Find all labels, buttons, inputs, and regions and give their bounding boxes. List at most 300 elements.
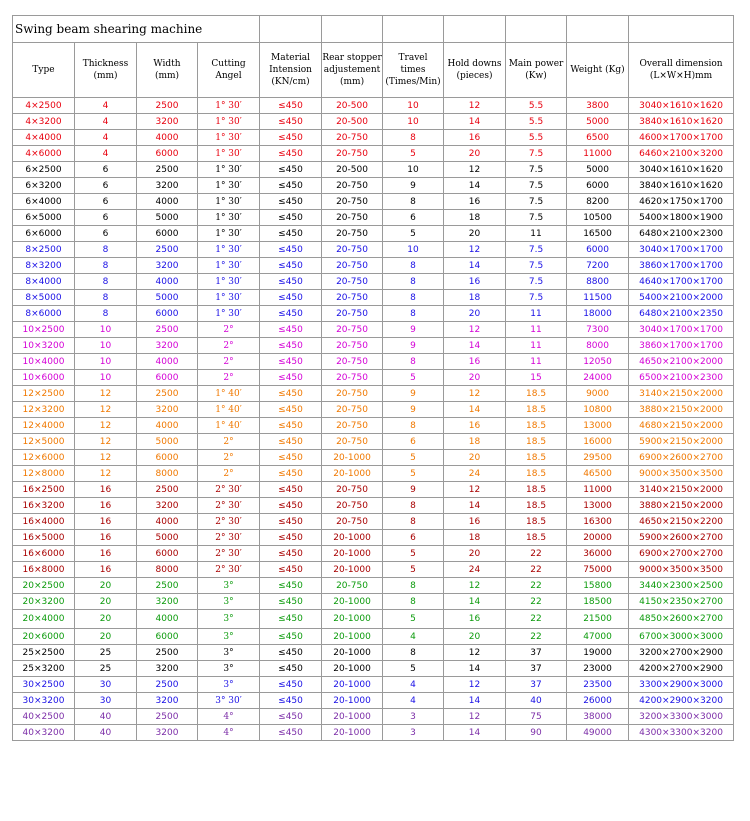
table-cell: 9: [383, 482, 444, 498]
table-cell: 3°: [198, 661, 260, 677]
table-cell: 3860×1700×1700: [629, 338, 734, 354]
table-cell: 3°: [198, 677, 260, 693]
table-cell: 8: [75, 242, 137, 258]
table-cell: 3°: [198, 610, 260, 629]
table-cell: 12: [75, 418, 137, 434]
table-cell: 7.5: [506, 210, 567, 226]
table-cell: 37: [506, 645, 567, 661]
table-cell: 1° 30′: [198, 306, 260, 322]
table-cell: 8: [383, 274, 444, 290]
table-cell: 5000: [567, 162, 629, 178]
table-cell: 10: [383, 162, 444, 178]
column-header-line: (L×W×H)mm: [649, 71, 713, 81]
table-row: [13, 661, 734, 677]
table-cell: 2° 30′: [198, 482, 260, 498]
table-cell: 3040×1610×1620: [629, 98, 734, 114]
table-cell: 4000: [137, 130, 198, 146]
table-row: [13, 530, 734, 546]
table-cell: 18.5: [506, 514, 567, 530]
table-cell: 6: [75, 194, 137, 210]
title-row: [13, 16, 734, 43]
column-header: [75, 43, 137, 98]
table-cell: 1° 30′: [198, 226, 260, 242]
table-cell: 3: [383, 725, 444, 741]
table-cell: 6000: [567, 178, 629, 194]
table-cell: 16500: [567, 226, 629, 242]
column-header: [506, 43, 567, 98]
table-cell: 20-1000: [322, 546, 383, 562]
table-cell: 20-750: [322, 290, 383, 306]
table-cell: 9: [383, 178, 444, 194]
table-cell: 3880×2150×2000: [629, 402, 734, 418]
table-row: [13, 709, 734, 725]
table-row: [13, 290, 734, 306]
table-cell: 20: [444, 226, 506, 242]
table-cell: 20-1000: [322, 645, 383, 661]
table-cell: 12: [75, 466, 137, 482]
table-cell: 12×3200: [13, 402, 75, 418]
table-cell: 20: [444, 306, 506, 322]
blank-cell: [383, 16, 444, 43]
table-row: [13, 498, 734, 514]
table-row: [13, 354, 734, 370]
table-cell: ≤450: [260, 338, 322, 354]
table-cell: 1° 30′: [198, 114, 260, 130]
table-cell: 16000: [567, 434, 629, 450]
table-cell: 10: [383, 98, 444, 114]
table-cell: 46500: [567, 466, 629, 482]
table-cell: ≤450: [260, 709, 322, 725]
table-cell: 5000: [567, 114, 629, 130]
table-cell: 16×4000: [13, 514, 75, 530]
table-row: [13, 98, 734, 114]
table-cell: 6900×2700×2700: [629, 546, 734, 562]
table-cell: 5: [383, 562, 444, 578]
table-cell: 3040×1700×1700: [629, 242, 734, 258]
table-cell: 3200: [137, 725, 198, 741]
table-cell: 4200×2900×3200: [629, 693, 734, 709]
table-cell: 2500: [137, 482, 198, 498]
table-cell: 6000: [137, 629, 198, 645]
table-cell: 4: [75, 146, 137, 162]
table-cell: 10: [75, 370, 137, 386]
table-cell: 4300×3300×3200: [629, 725, 734, 741]
table-cell: 12: [444, 645, 506, 661]
table-cell: ≤450: [260, 450, 322, 466]
table-cell: 2°: [198, 434, 260, 450]
column-header-line: Angel: [215, 71, 242, 81]
table-cell: 3200: [137, 693, 198, 709]
table-cell: 10×6000: [13, 370, 75, 386]
table-cell: 9000×3500×3500: [629, 562, 734, 578]
table-cell: 25×3200: [13, 661, 75, 677]
table-cell: 3200: [137, 402, 198, 418]
table-cell: 8: [383, 578, 444, 594]
table-cell: 3200×2700×2900: [629, 645, 734, 661]
table-cell: 3140×2150×2000: [629, 482, 734, 498]
table-cell: 6460×2100×3200: [629, 146, 734, 162]
table-cell: 3300×2900×3000: [629, 677, 734, 693]
column-header: [383, 43, 444, 98]
table-cell: 18.5: [506, 530, 567, 546]
table-cell: 16: [444, 514, 506, 530]
table-cell: 20: [444, 370, 506, 386]
table-cell: ≤450: [260, 210, 322, 226]
table-cell: 1° 40′: [198, 402, 260, 418]
column-header-line: Intension: [269, 65, 312, 75]
table-cell: 9: [383, 386, 444, 402]
table-cell: 2° 30′: [198, 530, 260, 546]
table-cell: ≤450: [260, 114, 322, 130]
table-cell: 13000: [567, 498, 629, 514]
column-header-line: Thickness: [82, 59, 129, 69]
table-cell: 4000: [137, 514, 198, 530]
table-cell: 12: [75, 450, 137, 466]
table-cell: 16: [444, 610, 506, 629]
table-cell: 6000: [137, 546, 198, 562]
table-cell: 8: [383, 645, 444, 661]
table-cell: 8: [383, 594, 444, 610]
column-header-line: Type: [32, 65, 55, 75]
table-cell: 75000: [567, 562, 629, 578]
table-cell: 4°: [198, 725, 260, 741]
table-cell: 2°: [198, 450, 260, 466]
table-cell: 11000: [567, 482, 629, 498]
table-cell: 3200: [137, 498, 198, 514]
table-cell: 21500: [567, 610, 629, 629]
table-cell: 4×6000: [13, 146, 75, 162]
table-cell: 20-1000: [322, 677, 383, 693]
table-cell: 20-1000: [322, 610, 383, 629]
table-row: [13, 562, 734, 578]
table-cell: 2500: [137, 386, 198, 402]
table-cell: 30×2500: [13, 677, 75, 693]
table-cell: 20-750: [322, 322, 383, 338]
table-cell: 3200: [137, 338, 198, 354]
column-header: [260, 43, 322, 98]
column-header-line: (pieces): [456, 71, 493, 81]
table-cell: 10: [383, 114, 444, 130]
table-cell: ≤450: [260, 514, 322, 530]
table-cell: 2°: [198, 354, 260, 370]
table-cell: 12×2500: [13, 386, 75, 402]
table-cell: 6500×2100×2300: [629, 370, 734, 386]
table-cell: ≤450: [260, 629, 322, 645]
table-cell: ≤450: [260, 498, 322, 514]
table-cell: 2500: [137, 677, 198, 693]
table-cell: 5000: [137, 210, 198, 226]
table-cell: 6: [75, 210, 137, 226]
table-cell: 16: [444, 418, 506, 434]
table-cell: 4×3200: [13, 114, 75, 130]
table-cell: 8: [75, 306, 137, 322]
table-cell: 20-500: [322, 162, 383, 178]
table-cell: 6000: [137, 370, 198, 386]
table-cell: 5: [383, 466, 444, 482]
table-cell: 12: [444, 709, 506, 725]
table-cell: 8: [383, 418, 444, 434]
table-cell: ≤450: [260, 258, 322, 274]
table-cell: 5: [383, 226, 444, 242]
table-cell: 20000: [567, 530, 629, 546]
table-cell: 8: [383, 258, 444, 274]
table-cell: 4640×1700×1700: [629, 274, 734, 290]
table-cell: 18000: [567, 306, 629, 322]
table-cell: 20-750: [322, 130, 383, 146]
table-cell: 6000: [137, 306, 198, 322]
column-header-line: times: [400, 65, 426, 75]
table-cell: 20-1000: [322, 466, 383, 482]
table-cell: 8000: [567, 338, 629, 354]
table-cell: 11: [506, 322, 567, 338]
table-cell: 18: [444, 434, 506, 450]
table-cell: 29500: [567, 450, 629, 466]
table-cell: 7.5: [506, 242, 567, 258]
table-cell: 20-1000: [322, 594, 383, 610]
table-cell: 1° 30′: [198, 290, 260, 306]
table-cell: 5400×1800×1900: [629, 210, 734, 226]
table-cell: 9: [383, 402, 444, 418]
column-header-line: Material: [271, 53, 310, 63]
table-row: [13, 178, 734, 194]
table-cell: 4000: [137, 354, 198, 370]
table-cell: 3°: [198, 629, 260, 645]
table-cell: 20-750: [322, 178, 383, 194]
table-cell: 1° 30′: [198, 98, 260, 114]
table-cell: 16×5000: [13, 530, 75, 546]
table-cell: 5: [383, 610, 444, 629]
table-cell: 3200: [137, 178, 198, 194]
table-cell: 16: [444, 354, 506, 370]
table-cell: 12: [444, 242, 506, 258]
table-cell: 20-750: [322, 482, 383, 498]
table-cell: 2° 30′: [198, 498, 260, 514]
column-header: [13, 43, 75, 98]
table-row: [13, 194, 734, 210]
table-cell: 24: [444, 466, 506, 482]
table-cell: 8×6000: [13, 306, 75, 322]
table-cell: 20-750: [322, 354, 383, 370]
table-cell: 5: [383, 546, 444, 562]
table-cell: 9: [383, 338, 444, 354]
table-cell: 24: [444, 562, 506, 578]
table-cell: 20×4000: [13, 610, 75, 629]
table-row: [13, 450, 734, 466]
table-cell: 8000: [137, 562, 198, 578]
table-cell: 6000: [567, 242, 629, 258]
table-cell: 2500: [137, 578, 198, 594]
table-cell: 26000: [567, 693, 629, 709]
table-cell: 12: [75, 386, 137, 402]
table-cell: 5: [383, 661, 444, 677]
table-cell: 4000: [137, 194, 198, 210]
table-cell: 1° 30′: [198, 162, 260, 178]
table-cell: 6000: [137, 450, 198, 466]
table-row: [13, 594, 734, 610]
table-cell: 22: [506, 562, 567, 578]
table-cell: 20-750: [322, 434, 383, 450]
table-cell: 14: [444, 693, 506, 709]
column-header: [567, 43, 629, 98]
table-cell: 30×3200: [13, 693, 75, 709]
table-cell: 6×5000: [13, 210, 75, 226]
table-cell: 3140×2150×2000: [629, 386, 734, 402]
table-cell: 11: [506, 338, 567, 354]
table-cell: 9: [383, 322, 444, 338]
table-cell: ≤450: [260, 693, 322, 709]
table-cell: 22: [506, 546, 567, 562]
column-header-line: Rear stopper: [322, 53, 382, 63]
table-cell: 1° 30′: [198, 258, 260, 274]
table-cell: 2° 30′: [198, 562, 260, 578]
table-cell: 11: [506, 354, 567, 370]
table-cell: 6: [383, 210, 444, 226]
table-cell: 4000: [137, 274, 198, 290]
table-cell: ≤450: [260, 677, 322, 693]
table-cell: 7.5: [506, 258, 567, 274]
table-cell: 12: [444, 162, 506, 178]
table-cell: 12: [444, 98, 506, 114]
table-cell: 4: [383, 677, 444, 693]
table-row: [13, 578, 734, 594]
column-header-line: (Kw): [525, 71, 547, 81]
table-row: [13, 466, 734, 482]
table-cell: 8: [383, 514, 444, 530]
table-cell: 7.5: [506, 274, 567, 290]
table-cell: 7.5: [506, 162, 567, 178]
table-cell: ≤450: [260, 146, 322, 162]
table-cell: 4: [75, 114, 137, 130]
table-cell: ≤450: [260, 290, 322, 306]
table-cell: 1° 40′: [198, 418, 260, 434]
table-cell: ≤450: [260, 434, 322, 450]
table-cell: 22: [506, 578, 567, 594]
table-row: [13, 693, 734, 709]
table-row: [13, 418, 734, 434]
table-cell: 20-750: [322, 578, 383, 594]
table-row: [13, 162, 734, 178]
table-cell: 20-750: [322, 242, 383, 258]
column-header-line: Main power: [508, 59, 564, 69]
table-cell: 3800: [567, 98, 629, 114]
table-cell: ≤450: [260, 354, 322, 370]
table-cell: 6: [383, 434, 444, 450]
table-cell: 4: [75, 98, 137, 114]
table-row: [13, 258, 734, 274]
table-cell: 1° 30′: [198, 194, 260, 210]
table-cell: 2° 30′: [198, 546, 260, 562]
table-row: [13, 386, 734, 402]
table-cell: 6500: [567, 130, 629, 146]
table-cell: 3200: [137, 258, 198, 274]
table-cell: 3860×1700×1700: [629, 258, 734, 274]
column-header-line: (mm): [154, 71, 180, 81]
table-cell: 3°: [198, 594, 260, 610]
table-cell: 20-1000: [322, 562, 383, 578]
table-row: [13, 274, 734, 290]
table-cell: 2500: [137, 645, 198, 661]
table-cell: 6: [75, 178, 137, 194]
table-cell: ≤450: [260, 386, 322, 402]
table-cell: 10: [75, 354, 137, 370]
table-cell: 10: [383, 242, 444, 258]
table-cell: 20: [444, 146, 506, 162]
column-header-line: Weight (Kg): [570, 65, 625, 75]
column-header: [198, 43, 260, 98]
table-cell: 25×2500: [13, 645, 75, 661]
table-cell: 7.5: [506, 178, 567, 194]
table-cell: 4680×2150×2000: [629, 418, 734, 434]
table-cell: 7.5: [506, 290, 567, 306]
table-row: [13, 242, 734, 258]
table-row: [13, 370, 734, 386]
table-cell: 8×5000: [13, 290, 75, 306]
table-cell: 20-750: [322, 514, 383, 530]
table-row: [13, 306, 734, 322]
table-cell: 20-1000: [322, 725, 383, 741]
table-cell: 20-750: [322, 194, 383, 210]
table-cell: 11500: [567, 290, 629, 306]
blank-cell: [444, 16, 506, 43]
table-cell: 12×8000: [13, 466, 75, 482]
table-cell: 4650×2100×2000: [629, 354, 734, 370]
table-cell: 20-1000: [322, 530, 383, 546]
table-cell: 1° 30′: [198, 242, 260, 258]
table-cell: 4150×2350×2700: [629, 594, 734, 610]
table-row: [13, 402, 734, 418]
table-row: [13, 114, 734, 130]
table-cell: 8800: [567, 274, 629, 290]
table-cell: ≤450: [260, 466, 322, 482]
table-cell: 3200: [137, 114, 198, 130]
table-cell: 16: [444, 130, 506, 146]
table-cell: 7.5: [506, 146, 567, 162]
table-cell: 22: [506, 610, 567, 629]
table-cell: 8: [383, 130, 444, 146]
table-cell: 20-750: [322, 258, 383, 274]
table-cell: ≤450: [260, 578, 322, 594]
table-cell: 20-500: [322, 114, 383, 130]
table-cell: ≤450: [260, 322, 322, 338]
table-cell: 1° 30′: [198, 210, 260, 226]
table-row: [13, 645, 734, 661]
table-cell: 6900×2600×2700: [629, 450, 734, 466]
table-cell: 20-1000: [322, 661, 383, 677]
table-cell: 9000×3500×3500: [629, 466, 734, 482]
table-cell: 16×2500: [13, 482, 75, 498]
table-cell: 14: [444, 661, 506, 677]
table-cell: 20-750: [322, 402, 383, 418]
table-cell: 38000: [567, 709, 629, 725]
table-cell: 5: [383, 146, 444, 162]
table-cell: 3200: [137, 661, 198, 677]
table-cell: 8×4000: [13, 274, 75, 290]
table-cell: 1° 30′: [198, 178, 260, 194]
spec-table-container: [12, 15, 734, 741]
table-cell: 40: [75, 709, 137, 725]
table-cell: 14: [444, 498, 506, 514]
table-cell: 15800: [567, 578, 629, 594]
table-row: [13, 146, 734, 162]
table-cell: 20-1000: [322, 450, 383, 466]
table-cell: 12: [444, 482, 506, 498]
table-cell: 3880×2150×2000: [629, 498, 734, 514]
table-cell: 4°: [198, 709, 260, 725]
table-cell: 16: [75, 514, 137, 530]
table-cell: 1° 30′: [198, 274, 260, 290]
table-cell: 5000: [137, 434, 198, 450]
table-cell: 2500: [137, 162, 198, 178]
